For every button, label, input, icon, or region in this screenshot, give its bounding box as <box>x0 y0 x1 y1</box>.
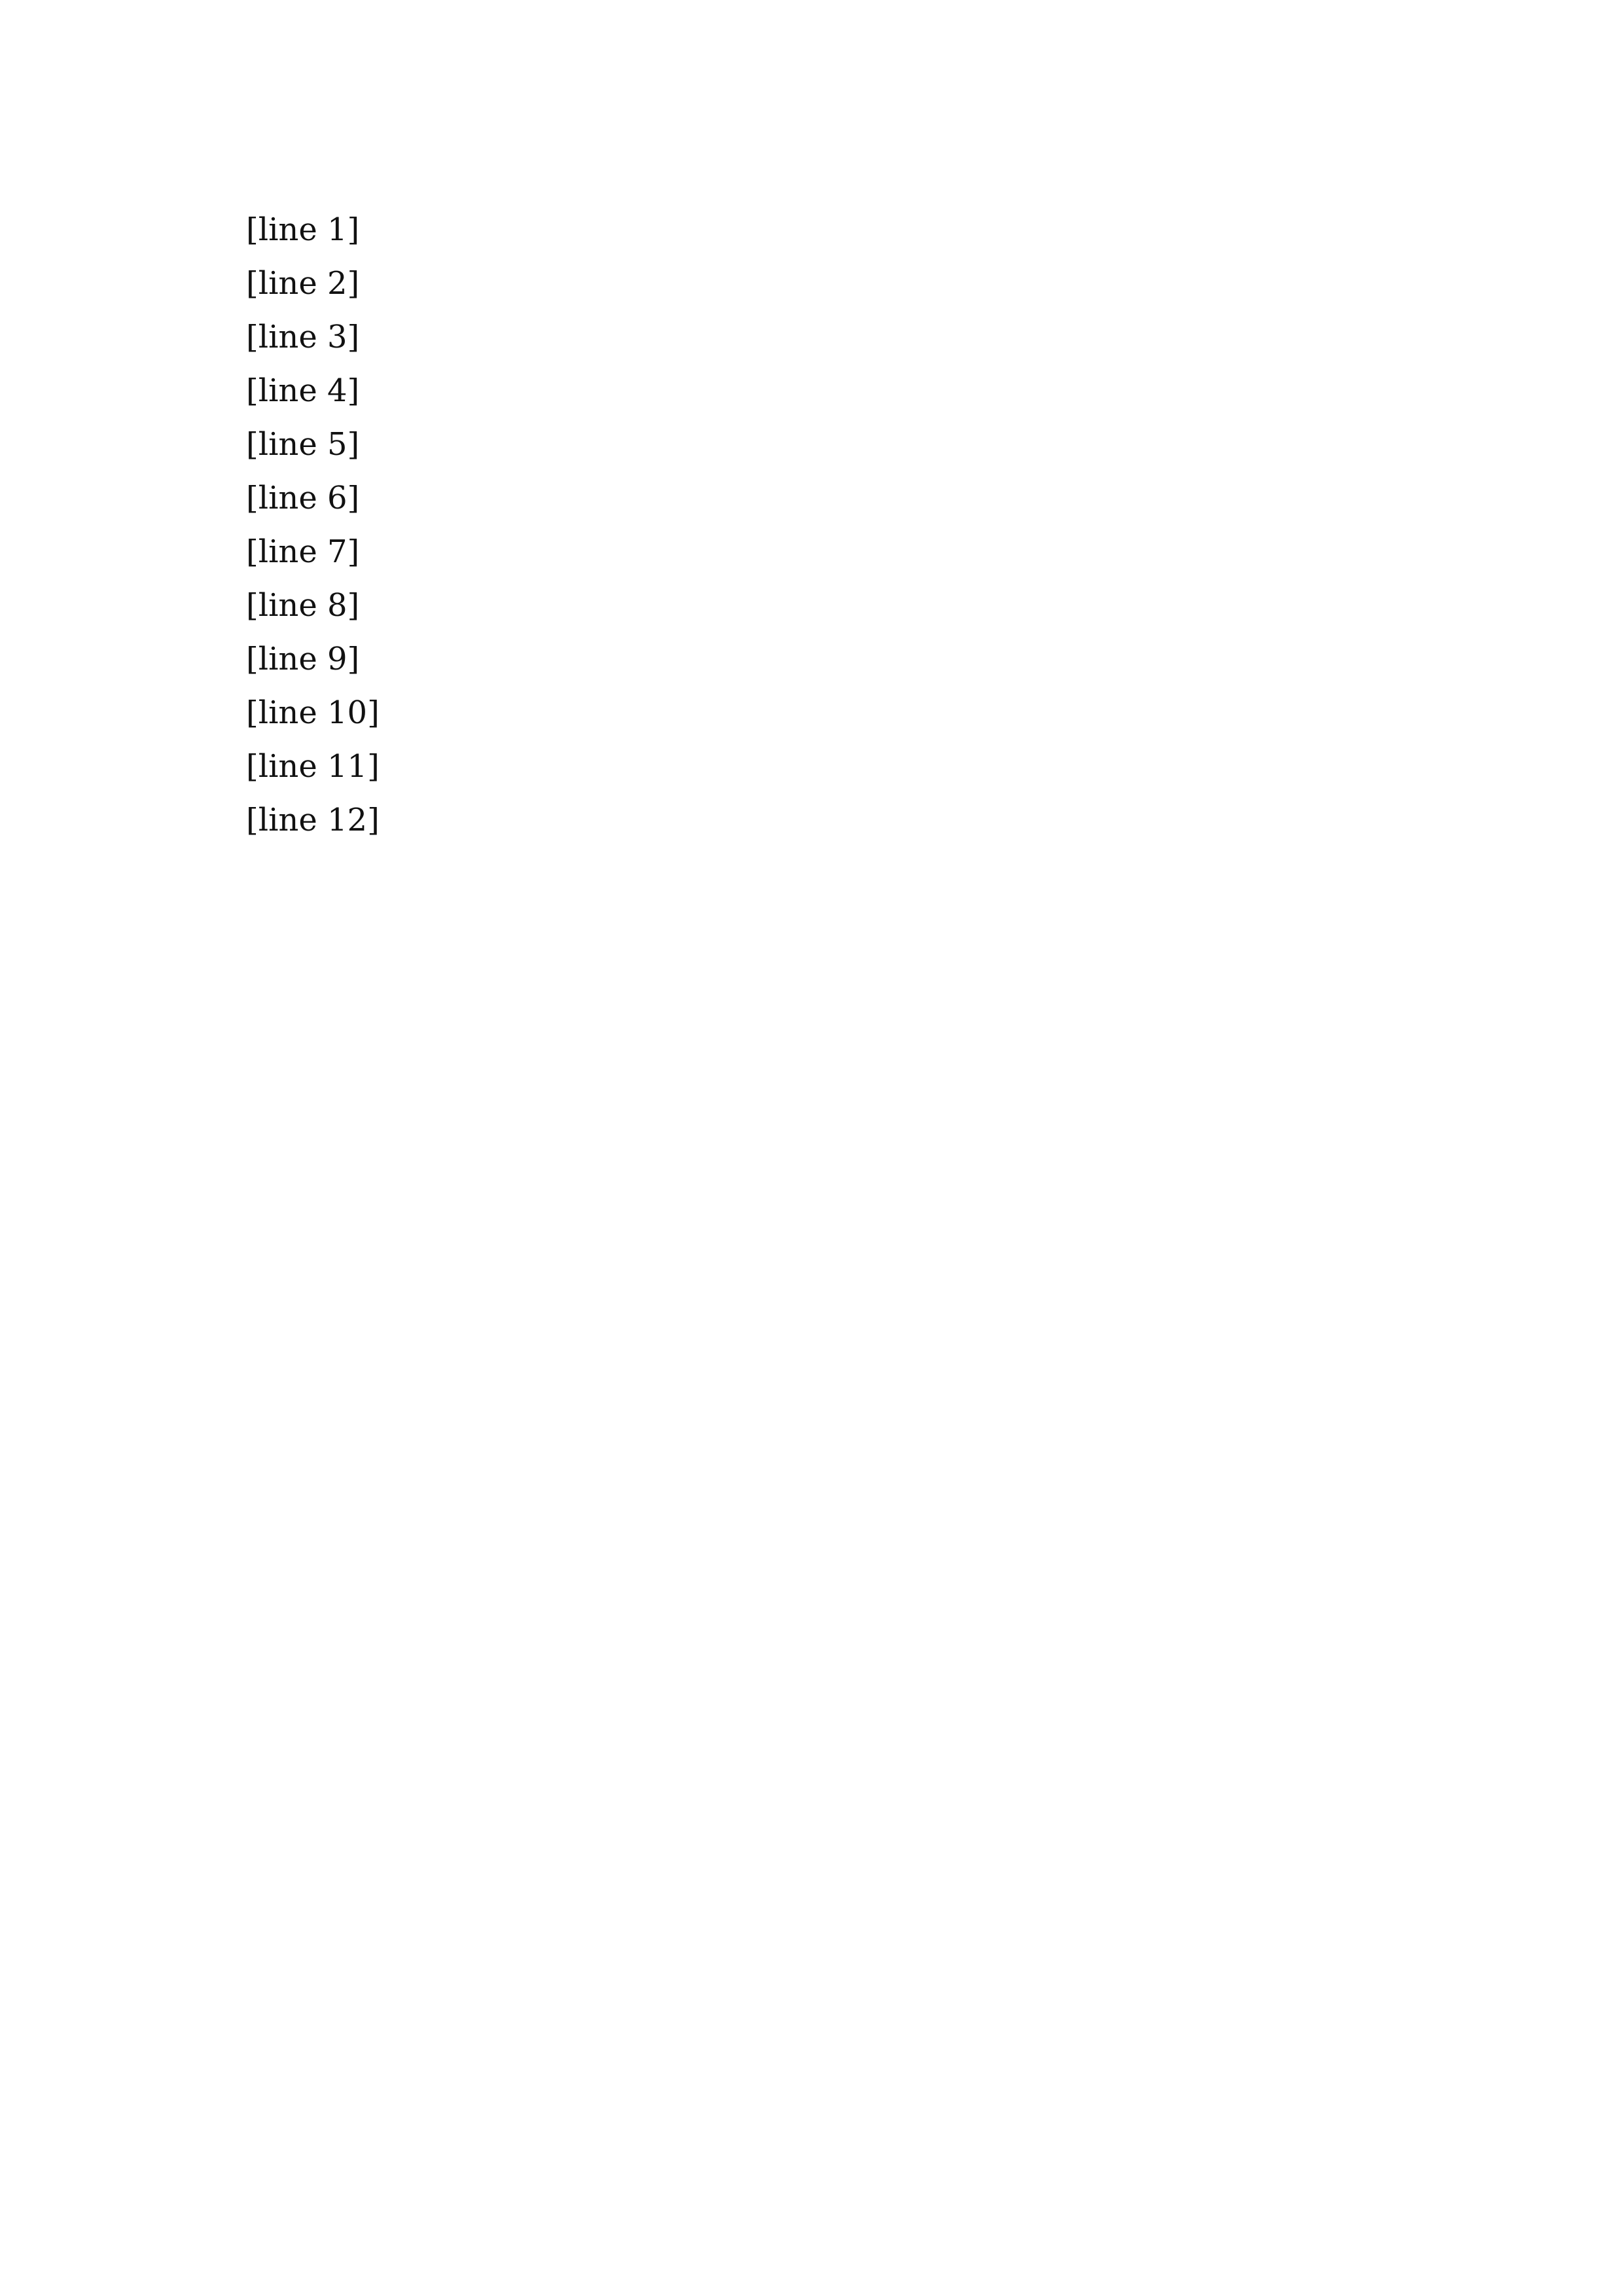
text-line: [line 2] <box>246 265 360 302</box>
text-line: [line 1] <box>246 211 360 248</box>
text-line: [line 3] <box>246 319 360 355</box>
text-line: [line 9] <box>246 641 360 677</box>
text-line: [line 10] <box>246 694 380 731</box>
document-page <box>246 203 1385 2101</box>
text-line: [line 7] <box>246 533 360 570</box>
text-line: [line 11] <box>246 748 380 785</box>
text-line: [line 5] <box>246 426 360 463</box>
text-line: [line 4] <box>246 372 360 409</box>
text-line: [line 12] <box>246 802 380 838</box>
text-line: [line 8] <box>246 587 360 624</box>
text-line: [line 6] <box>246 480 360 516</box>
